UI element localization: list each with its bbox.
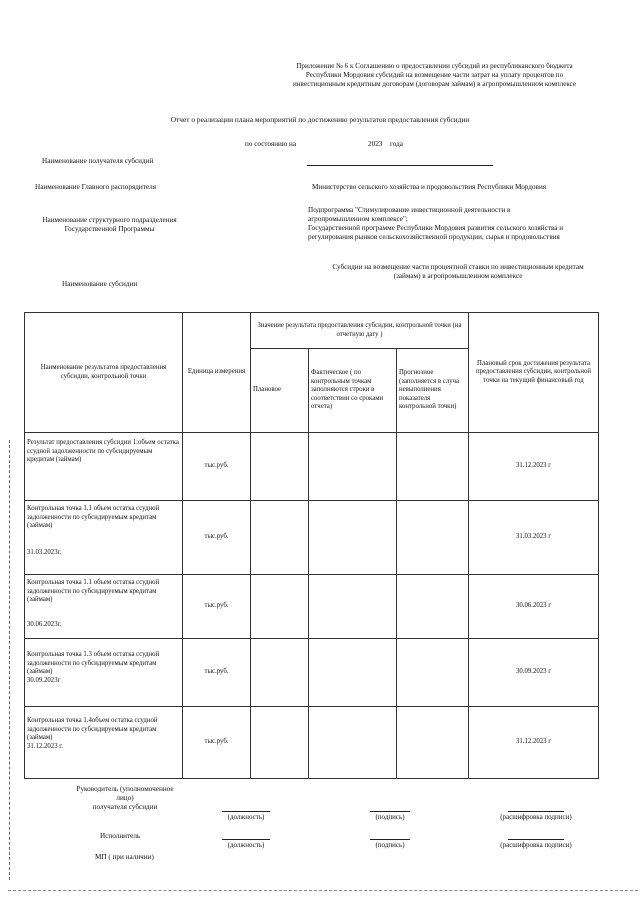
stamp-label: МП ( при наличии) — [95, 853, 154, 861]
row-deadline: 31.03.2023 г — [469, 501, 599, 575]
head-signature-caption: (подпись) — [375, 813, 405, 821]
row-name: Результат предоставления субсидии 1:объем остатка ссудной задолженности по субсидируемым кредитам (займам) — [25, 433, 183, 501]
head-position-line — [222, 810, 270, 812]
header-line-1: Приложение № 6 к Соглашению о предоставлении субсидий из республиканского бюджета — [296, 62, 573, 70]
header-deadline: Плановый срок достижения результата предоставления субсидии, контрольной точки на текущий финансовый год — [469, 313, 599, 433]
row-forecast[interactable] — [397, 501, 469, 575]
head-signature-line — [370, 810, 410, 812]
row-name: Контрольная точка 1.1 объем остатка ссудной задолженности по субсидируемым кредитам (займам) 30.06.2023г. — [25, 575, 183, 639]
header-actual: Фактическое ( по контрольным точкам заполняются строки в соответствии со сроками отчета) — [309, 349, 397, 433]
subsidy-label: Наименование субсидии — [62, 280, 138, 288]
document-header — [262, 62, 607, 89]
as-of-word: года — [390, 140, 404, 148]
table-row — [25, 575, 599, 639]
table-row — [25, 707, 599, 779]
header-planned: Плановое — [251, 349, 309, 433]
main-manager-label: Наименование Главного распорядителя — [35, 183, 156, 191]
executor-signature-line — [370, 838, 410, 840]
report-title: Отчет о реализации плана мероприятий по достижению результатов предоставления субсидии — [170, 115, 470, 124]
row-unit: тыс.руб. — [183, 501, 251, 575]
row-planned[interactable] — [251, 433, 309, 501]
row-planned[interactable] — [251, 575, 309, 639]
as-of-label: по состоянию на — [245, 140, 297, 148]
row-planned[interactable] — [251, 707, 309, 779]
division-label — [32, 216, 187, 234]
executor-position-caption: (должность) — [227, 841, 265, 849]
head-label-line-1: Руководитель (уполномоченное — [76, 785, 174, 793]
subsidy-value-line-2: (займам) в агропромышленном комплексе — [393, 272, 523, 280]
row-deadline: 31.12.2023 г — [469, 707, 599, 779]
division-value-line-3: Государственной программе Республики Мордовия развития сельского хозяйства и — [308, 224, 564, 232]
row-forecast[interactable] — [397, 433, 469, 501]
executor-signature-caption: (подпись) — [375, 841, 405, 849]
row-actual[interactable] — [309, 707, 397, 779]
row-unit: тыс.руб. — [183, 639, 251, 707]
row-deadline: 30.06.2023 г — [469, 575, 599, 639]
row-actual[interactable] — [309, 639, 397, 707]
recipient-label: Наименование получателя субсидий — [42, 157, 154, 165]
subsidy-value — [308, 263, 608, 281]
row-deadline: 31.12.2023 г — [469, 433, 599, 501]
division-value-line-4: регулирования рынков сельскохозяйственной продукции, сырья и продовольствия — [308, 233, 560, 241]
head-label-line-2: лицо) — [116, 794, 134, 802]
scan-edge-line — [9, 440, 10, 880]
division-label-line-2: Государственной Программы — [64, 225, 155, 233]
scan-bottom-line — [8, 890, 638, 891]
division-value-line-1: Подпрограмма "Стимулирование инвестиционной деятельности в — [308, 206, 511, 214]
header-name: Наименование результатов предоставления субсидии, контрольной точки — [25, 313, 183, 433]
row-forecast[interactable] — [397, 639, 469, 707]
table-row — [25, 501, 599, 575]
table-row — [25, 639, 599, 707]
row-unit: тыс.руб. — [183, 433, 251, 501]
row-name: Контрольная точка 1.1 объем остатка ссудной задолженности по субсидируемым кредитам (займам) 31.03.2023г. — [25, 501, 183, 575]
executor-decoding-line — [508, 838, 564, 840]
row-name: Контрольная точка 1.4объем остатка ссудной задолженности по субсидируемым кредитам (займам) 31.12.2023 г. — [25, 707, 183, 779]
head-label-line-3: получателя субсидии — [92, 803, 158, 811]
header-line-3: инвестиционным кредитным договорам (договорам займам) в агропромышленном комплексе — [292, 80, 577, 88]
head-position-caption: (должность) — [227, 813, 265, 821]
row-name: Контрольная точка 1.3 объем остатка ссудной задолженности по субсидируемым кредитам (займам) 30.09.2023г — [25, 639, 183, 707]
row-unit: тыс.руб. — [183, 707, 251, 779]
executor-label: Исполнитель — [100, 832, 141, 840]
recipient-line — [307, 164, 493, 166]
division-value-line-2: агропромышленном комплексе"; — [308, 215, 408, 223]
division-label-line-1: Наименование структурного подразделения — [42, 216, 177, 224]
as-of-year: 2023 — [368, 140, 383, 148]
report-table — [24, 312, 599, 779]
row-forecast[interactable] — [397, 707, 469, 779]
row-planned[interactable] — [251, 501, 309, 575]
executor-position-line — [222, 838, 270, 840]
executor-decoding-caption: (расшифровка подписи) — [500, 841, 572, 849]
row-planned[interactable] — [251, 639, 309, 707]
head-label — [60, 785, 190, 812]
header-value-group: Значение результата предоставления субсидии, контрольной точки (на отчетную дату ) — [251, 313, 469, 349]
header-line-2: Республики Мордовия субсидий на возмещение части затрат на уплату процентов по — [305, 71, 564, 79]
row-actual[interactable] — [309, 501, 397, 575]
row-forecast[interactable] — [397, 575, 469, 639]
table-row — [25, 433, 599, 501]
row-actual[interactable] — [309, 433, 397, 501]
row-deadline: 30.09.2023 г — [469, 639, 599, 707]
row-unit: тыс.руб. — [183, 575, 251, 639]
subsidy-value-line-1: Субсидии на возмещение части процентной ставки по инвестиционным кредитам — [332, 263, 584, 271]
header-forecast: Прогнозное (заполняется в случа невыполнения показателя контрольной точки) — [397, 349, 469, 433]
row-actual[interactable] — [309, 575, 397, 639]
head-decoding-line — [508, 810, 564, 812]
head-decoding-caption: (расшифровка подписи) — [500, 813, 572, 821]
header-unit: Единица измерения — [183, 313, 251, 433]
main-manager-value: Министерство сельского хозяйства и продовольствия Республики Мордовия — [312, 183, 547, 191]
division-value — [308, 206, 608, 242]
